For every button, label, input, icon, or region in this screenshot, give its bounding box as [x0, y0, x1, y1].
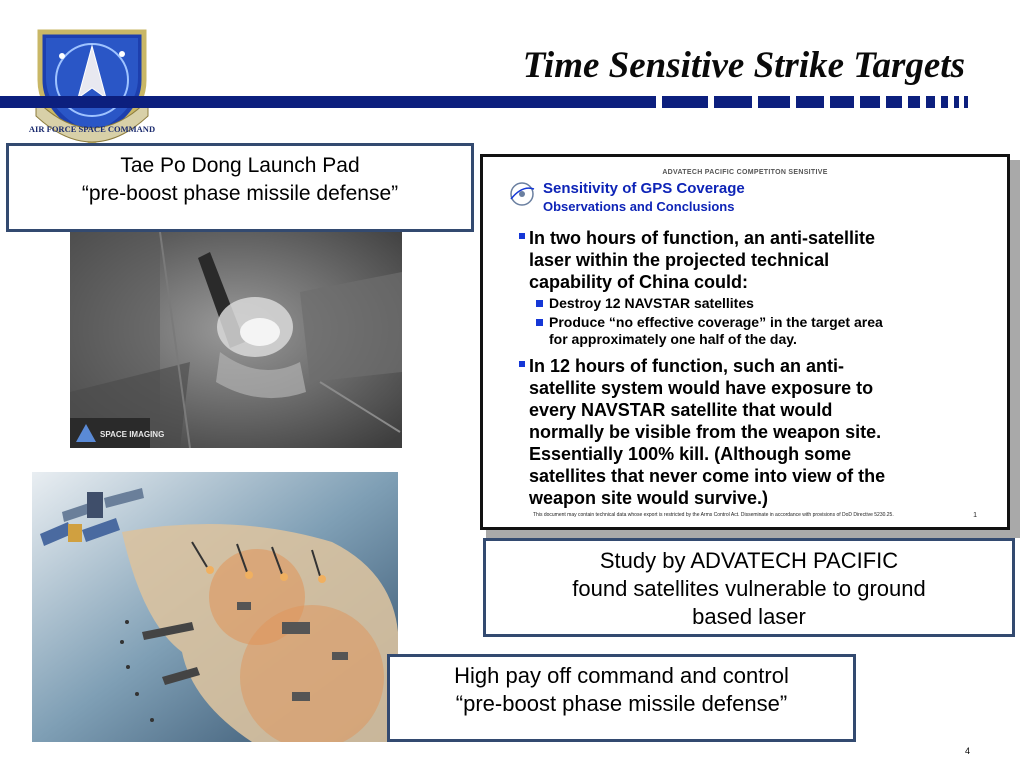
header-bar-segment [758, 96, 790, 108]
slide-title: Sensitivity of GPS Coverage [543, 180, 745, 197]
header-bar-segment [714, 96, 752, 108]
bullet-line: for approximately one half of the day. [549, 331, 797, 347]
callout-line: Study by ADVATECH PACIFIC [599, 548, 899, 573]
bullet-line: Essentially 100% kill. (Although some [529, 444, 852, 464]
callout-line: “pre-boost phase missile defense” [455, 691, 788, 716]
header-bar-segment [830, 96, 854, 108]
launch-pad-callout [6, 143, 474, 232]
bullet-line: laser within the projected technical [529, 250, 830, 270]
bullet-square-icon [519, 361, 525, 367]
bullet-line: normally be visible from the weapon site. [529, 422, 882, 442]
bullet-line: Destroy 12 NAVSTAR satellites [549, 295, 754, 311]
emblem-text: AIR FORCE SPACE COMMAND [28, 124, 156, 134]
header-bar-segment [796, 96, 824, 108]
bullet-line: In 12 hours of function, such an anti- [529, 356, 845, 376]
header-bar-segment [964, 96, 968, 108]
bullet-line: satellite system would have exposure to [529, 378, 874, 398]
sub-bullet-item [549, 295, 979, 312]
air-force-space-command-emblem [26, 18, 158, 148]
launch-pad-satellite-photo [70, 232, 402, 448]
header-bar-segment [941, 96, 948, 108]
bullet-line: Produce “no effective coverage” in the target area [549, 314, 883, 330]
bullet-square-icon [536, 319, 543, 326]
callout-line: found satellites vulnerable to ground [572, 576, 926, 601]
slide-subtitle: Observations and Conclusions [543, 199, 735, 214]
header-bar-segment [926, 96, 935, 108]
header-bar-segment [662, 96, 708, 108]
sensitivity-banner: ADVATECH PACIFIC COMPETITON SENSITIVE [662, 169, 828, 176]
command-control-callout [387, 654, 856, 742]
sub-bullet-item [549, 314, 979, 348]
slide-export-notice: This document may contain technical data whose export is restricted by the Arms Control Act. Disseminate in accordance with provisions of DoD Directive 5230.25. [533, 512, 894, 518]
header-bar-segment [886, 96, 902, 108]
page-number: 4 [965, 746, 971, 756]
bullet-line: weapon site would survive.) [529, 488, 769, 508]
bullet-line: satellites that never come into view of the [529, 466, 886, 486]
header-bar-segment [954, 96, 959, 108]
command-and-control-illustration [32, 472, 398, 742]
bullet-item [529, 355, 973, 509]
study-callout [483, 538, 1015, 637]
bullet-square-icon [536, 300, 543, 307]
bullet-line: every NAVSTAR satellite that would [529, 400, 833, 420]
callout-line: “pre-boost phase missile defense” [81, 182, 399, 205]
space-imaging-watermark: SPACE IMAGING [100, 430, 165, 439]
bullet-item [529, 227, 973, 293]
callout-line: Tae Po Dong Launch Pad [120, 154, 360, 177]
bullet-line: capability of China could: [529, 272, 749, 292]
embedded-slide [480, 154, 1010, 530]
bullet-line: In two hours of function, an anti-satellite [529, 228, 875, 248]
header-bar-segment [860, 96, 880, 108]
bullet-square-icon [519, 233, 525, 239]
header-bar-segment [908, 96, 920, 108]
page-title: Time Sensitive Strike Targets [522, 45, 965, 86]
orbit-logo-icon [507, 179, 537, 209]
slide-page-number: 1 [973, 512, 977, 519]
callout-line: based laser [692, 604, 806, 629]
header-bar [0, 96, 656, 108]
callout-line: High pay off command and control [454, 663, 789, 688]
